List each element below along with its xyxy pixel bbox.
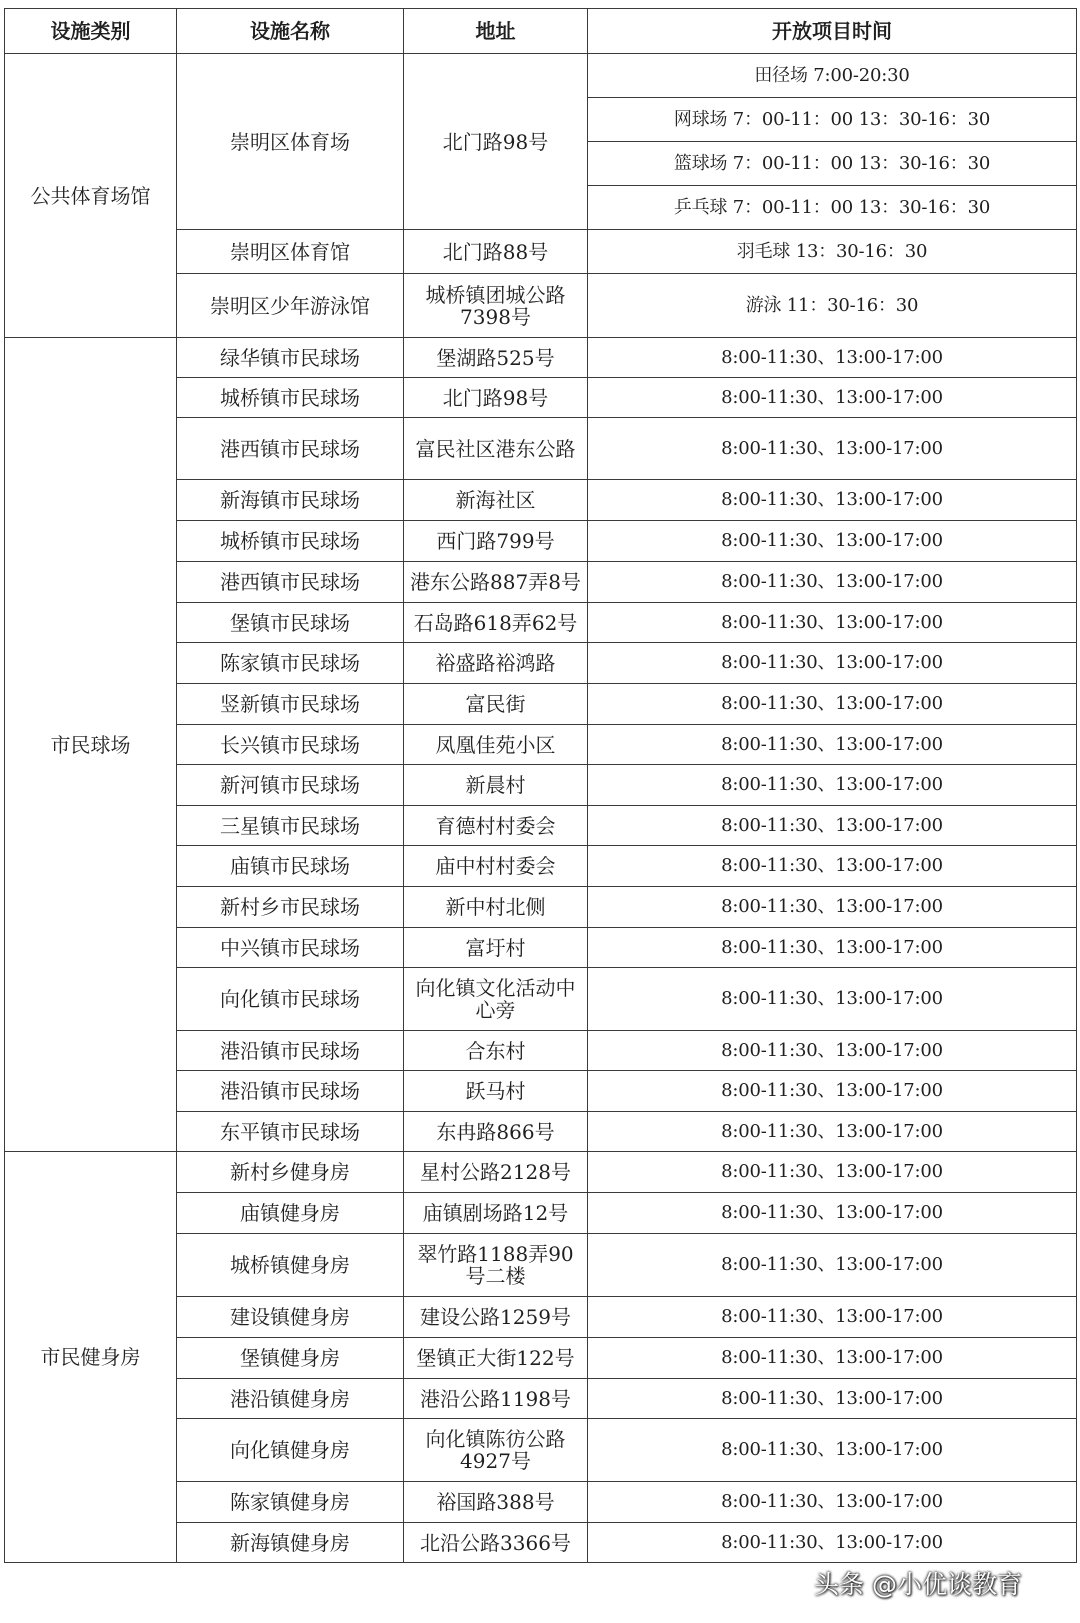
header-category: 设施类别 [5,9,177,54]
facility-name-cell: 崇明区体育馆 [177,230,404,274]
open-time-cell: 8:00-11:30、13:00-17:00 [588,968,1077,1031]
address-cell: 向化镇文化活动中心旁 [404,968,588,1031]
facility-name-cell: 绿华镇市民球场 [177,338,404,378]
address-cell: 裕盛路裕鸿路 [404,643,588,684]
facility-name-cell: 中兴镇市民球场 [177,928,404,968]
category-cell: 公共体育场馆 [5,54,177,338]
open-time-cell: 田径场 7:00-20:30 [588,54,1077,98]
facility-name-cell: 新村乡市民球场 [177,887,404,928]
table-row [5,338,1077,378]
address-cell: 富民社区港东公路 [404,418,588,480]
open-time-cell: 8:00-11:30、13:00-17:00 [588,928,1077,968]
open-time-cell: 8:00-11:30、13:00-17:00 [588,684,1077,725]
table-body [5,54,1077,1563]
facility-name-cell: 崇明区少年游泳馆 [177,274,404,338]
address-cell: 育德村村委会 [404,806,588,846]
open-time-cell: 8:00-11:30、13:00-17:00 [588,1419,1077,1482]
facility-name-cell: 建设镇健身房 [177,1297,404,1338]
address-cell: 港沿公路1198号 [404,1379,588,1419]
open-time-cell: 乒乓球 7：00-11：00 13：30-16：30 [588,186,1077,230]
facility-name-cell: 崇明区体育场 [177,54,404,230]
open-time-cell: 篮球场 7：00-11：00 13：30-16：30 [588,142,1077,186]
open-time-cell: 8:00-11:30、13:00-17:00 [588,521,1077,562]
open-time-cell: 8:00-11:30、13:00-17:00 [588,725,1077,765]
address-cell: 合东村 [404,1031,588,1071]
open-time-cell: 游泳 11：30-16：30 [588,274,1077,338]
facility-name-cell: 堡镇市民球场 [177,603,404,643]
address-cell: 西门路799号 [404,521,588,562]
address-cell: 建设公路1259号 [404,1297,588,1338]
open-time-cell: 8:00-11:30、13:00-17:00 [588,378,1077,418]
address-cell: 北门路98号 [404,378,588,418]
open-time-cell: 8:00-11:30、13:00-17:00 [588,1338,1077,1379]
address-cell: 新中村北侧 [404,887,588,928]
open-time-cell: 8:00-11:30、13:00-17:00 [588,562,1077,603]
open-time-cell: 8:00-11:30、13:00-17:00 [588,765,1077,806]
open-time-cell: 8:00-11:30、13:00-17:00 [588,338,1077,378]
address-cell: 凤凰佳苑小区 [404,725,588,765]
address-cell: 星村公路2128号 [404,1152,588,1193]
open-time-cell: 8:00-11:30、13:00-17:00 [588,418,1077,480]
facility-name-cell: 新海镇健身房 [177,1523,404,1563]
address-cell: 东冉路866号 [404,1112,588,1152]
facility-name-cell: 陈家镇市民球场 [177,643,404,684]
address-cell: 堡镇正大街122号 [404,1338,588,1379]
address-cell: 庙中村村委会 [404,846,588,887]
open-time-cell: 8:00-11:30、13:00-17:00 [588,1523,1077,1563]
open-time-cell: 8:00-11:30、13:00-17:00 [588,1297,1077,1338]
facility-name-cell: 城桥镇市民球场 [177,378,404,418]
header-address: 地址 [404,9,588,54]
open-time-cell: 8:00-11:30、13:00-17:00 [588,480,1077,521]
open-time-cell: 8:00-11:30、13:00-17:00 [588,1482,1077,1523]
open-time-cell: 8:00-11:30、13:00-17:00 [588,846,1077,887]
facility-table [4,8,1077,1563]
facility-name-cell: 陈家镇健身房 [177,1482,404,1523]
facility-name-cell: 港西镇市民球场 [177,418,404,480]
open-time-cell: 8:00-11:30、13:00-17:00 [588,1071,1077,1112]
facility-name-cell: 港沿镇市民球场 [177,1031,404,1071]
open-time-cell: 8:00-11:30、13:00-17:00 [588,1193,1077,1234]
address-cell: 城桥镇团城公路7398号 [404,274,588,338]
address-cell: 向化镇陈彷公路4927号 [404,1419,588,1482]
table-row [5,54,1077,98]
open-time-cell: 8:00-11:30、13:00-17:00 [588,1234,1077,1297]
address-cell: 翠竹路1188弄90号二楼 [404,1234,588,1297]
watermark: 头条 @小优谈教育 [814,1570,1022,1599]
table-row [5,1152,1077,1193]
facility-name-cell: 东平镇市民球场 [177,1112,404,1152]
address-cell: 北沿公路3366号 [404,1523,588,1563]
header-row [5,9,1077,54]
address-cell: 石岛路618弄62号 [404,603,588,643]
open-time-cell: 8:00-11:30、13:00-17:00 [588,1031,1077,1071]
address-cell: 北门路98号 [404,54,588,230]
facility-name-cell: 新村乡健身房 [177,1152,404,1193]
facility-name-cell: 堡镇健身房 [177,1338,404,1379]
open-time-cell: 8:00-11:30、13:00-17:00 [588,1379,1077,1419]
open-time-cell: 网球场 7：00-11：00 13：30-16：30 [588,98,1077,142]
facility-name-cell: 新河镇市民球场 [177,765,404,806]
address-cell: 富民街 [404,684,588,725]
facility-name-cell: 三星镇市民球场 [177,806,404,846]
facility-name-cell: 向化镇市民球场 [177,968,404,1031]
facility-name-cell: 长兴镇市民球场 [177,725,404,765]
header-name: 设施名称 [177,9,404,54]
facility-name-cell: 庙镇市民球场 [177,846,404,887]
open-time-cell: 8:00-11:30、13:00-17:00 [588,643,1077,684]
facility-name-cell: 庙镇健身房 [177,1193,404,1234]
header-time: 开放项目时间 [588,9,1077,54]
address-cell: 堡湖路525号 [404,338,588,378]
facility-name-cell: 城桥镇市民球场 [177,521,404,562]
address-cell: 裕国路388号 [404,1482,588,1523]
address-cell: 富圩村 [404,928,588,968]
address-cell: 庙镇剧场路12号 [404,1193,588,1234]
facility-name-cell: 向化镇健身房 [177,1419,404,1482]
address-cell: 跃马村 [404,1071,588,1112]
open-time-cell: 8:00-11:30、13:00-17:00 [588,1152,1077,1193]
facility-name-cell: 港沿镇市民球场 [177,1071,404,1112]
address-cell: 北门路88号 [404,230,588,274]
address-cell: 新晨村 [404,765,588,806]
open-time-cell: 8:00-11:30、13:00-17:00 [588,887,1077,928]
open-time-cell: 8:00-11:30、13:00-17:00 [588,1112,1077,1152]
open-time-cell: 8:00-11:30、13:00-17:00 [588,603,1077,643]
open-time-cell: 8:00-11:30、13:00-17:00 [588,806,1077,846]
facility-name-cell: 竖新镇市民球场 [177,684,404,725]
facility-name-cell: 港沿镇健身房 [177,1379,404,1419]
address-cell: 港东公路887弄8号 [404,562,588,603]
facility-name-cell: 城桥镇健身房 [177,1234,404,1297]
facility-name-cell: 新海镇市民球场 [177,480,404,521]
facility-name-cell: 港西镇市民球场 [177,562,404,603]
open-time-cell: 羽毛球 13：30-16：30 [588,230,1077,274]
category-cell: 市民健身房 [5,1152,177,1563]
address-cell: 新海社区 [404,480,588,521]
category-cell: 市民球场 [5,338,177,1152]
